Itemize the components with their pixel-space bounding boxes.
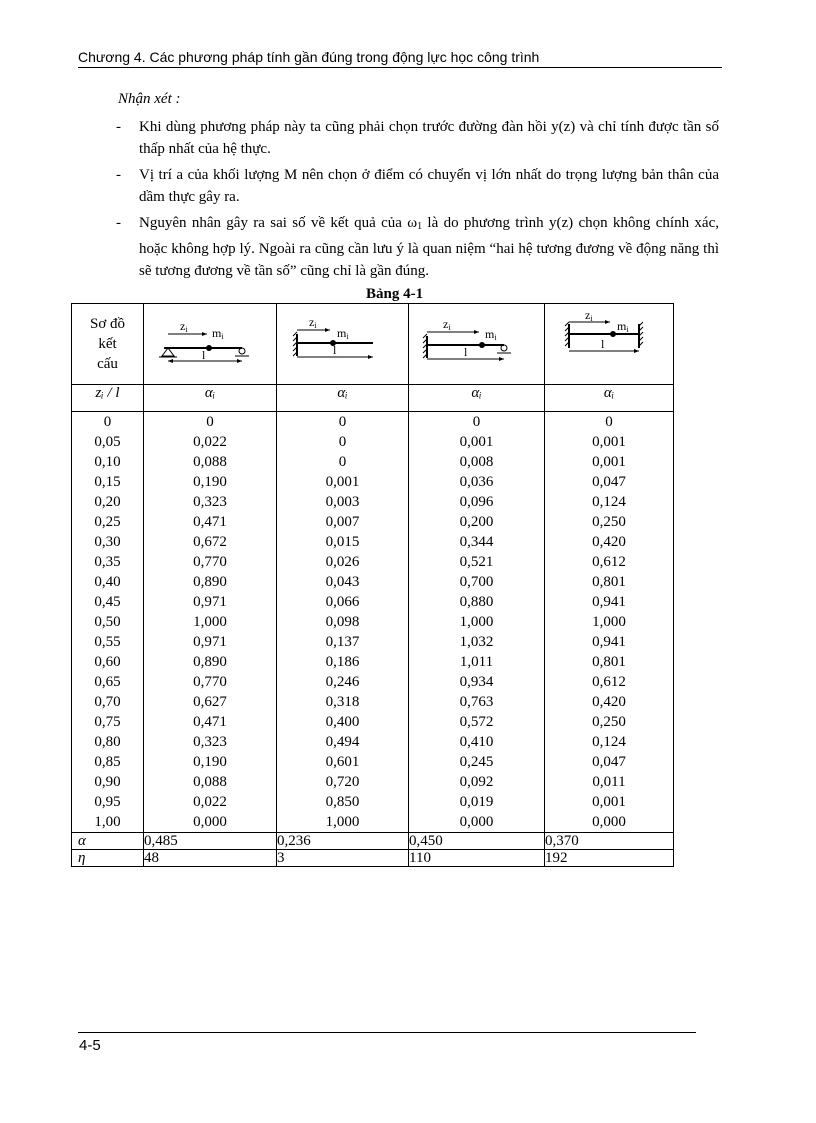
table-cell: 0,200: [459, 514, 494, 530]
table-cell: 0,124: [592, 494, 626, 510]
table-cell: 0,494: [325, 734, 360, 750]
table-cell: 0,45: [94, 594, 121, 610]
table-cell: 0,890: [193, 654, 227, 670]
table-cell: 0,001: [592, 434, 626, 450]
table-cell: 0,124: [592, 734, 626, 750]
values-row: [72, 412, 674, 833]
fixed-pinned-beam-icon: [409, 304, 544, 384]
remark-item-2: [116, 164, 719, 208]
table-cell: 0,019: [459, 794, 494, 810]
bullet-dash: -: [116, 119, 121, 135]
fixed-fixed-beam-icon: [545, 304, 673, 384]
remark-item-3: [116, 212, 719, 282]
table-cell: 0,066: [325, 594, 360, 610]
table-cell: 0,000: [193, 814, 227, 830]
alpha-value: 0,485: [144, 833, 277, 850]
table-cell: 0,65: [94, 674, 121, 690]
table-cell: 0,700: [459, 574, 494, 590]
alpha-symbol: α: [72, 833, 144, 850]
table-cell: 0,05: [94, 434, 121, 450]
footer-rule: [78, 1032, 696, 1033]
m-label: mi: [212, 326, 224, 341]
table-cell: 0,096: [459, 494, 494, 510]
scheme-fixed-pinned: [409, 304, 545, 385]
table-cell: 0,036: [459, 474, 494, 490]
alpha-header: αᵢ: [409, 385, 545, 412]
alpha-value: 0,370: [545, 833, 674, 850]
table-cell: 0,420: [592, 694, 626, 710]
table-cell: 1,00: [94, 814, 121, 830]
cantilever-beam-icon: [277, 304, 408, 384]
table-cell: 0,70: [94, 694, 121, 710]
table-cell: 0,000: [592, 814, 626, 830]
eta-symbol: η: [72, 850, 144, 867]
table-cell: 0,601: [325, 754, 360, 770]
table-cell: 0,85: [94, 754, 121, 770]
table-cell: 0,250: [592, 514, 626, 530]
table-cell: 0,410: [459, 734, 494, 750]
table-cell: 0,25: [94, 514, 121, 530]
scheme-label-line: cấu: [97, 356, 118, 372]
table-cell: 0,008: [459, 454, 494, 470]
table-cell: 0,471: [193, 514, 227, 530]
table-cell: 0: [338, 414, 347, 430]
table-cell: 0,318: [325, 694, 360, 710]
table-cell: 0,186: [325, 654, 360, 670]
table-cell: 0,801: [592, 574, 626, 590]
remark-text: [116, 212, 719, 282]
table-cell: 1,032: [459, 634, 494, 650]
table-cell: 0,022: [193, 434, 227, 450]
alpha-column-1: [144, 412, 277, 833]
remark-text: Khi dùng phương pháp này ta cũng phải chọn trước đường đàn hồi y(z) và chỉ tính được tần số thấp nhất của hệ thực.: [139, 119, 719, 157]
table-cell: 0,344: [459, 534, 494, 550]
table-cell: 0,40: [94, 574, 121, 590]
table-cell: 0: [472, 414, 481, 430]
table-cell: 1,000: [459, 614, 494, 630]
table-cell: 0,15: [94, 474, 121, 490]
table-cell: 0,80: [94, 734, 121, 750]
table-cell: 0,10: [94, 454, 121, 470]
table-cell: 0,612: [592, 554, 626, 570]
remark-text-before: Nguyên nhân gây ra sai số về kết quả của ω: [139, 215, 418, 231]
table-cell: 0,801: [592, 654, 626, 670]
table-title: Bảng 4-1: [366, 286, 424, 302]
alpha-column-4: [545, 412, 674, 833]
remark-text: Vị trí a của khối lượng M nên chọn ở điểm có chuyển vị lớn nhất do trọng lượng bản thân của dầm thực gây ra.: [139, 167, 719, 205]
table-cell: 0,001: [325, 474, 360, 490]
z-label: zi: [585, 308, 593, 323]
eta-summary-row: [72, 850, 674, 867]
table-cell: 0,770: [193, 674, 227, 690]
scheme-label-line: kết: [98, 336, 117, 352]
scheme-simply-supported: [144, 304, 277, 385]
table-cell: 0,323: [193, 494, 227, 510]
table-cell: 1,000: [325, 814, 360, 830]
table-cell: 0,672: [193, 534, 227, 550]
table-cell: 0,250: [592, 714, 626, 730]
table-cell: 1,000: [193, 614, 227, 630]
table-cell: 1,011: [459, 654, 494, 670]
eta-value: 192: [545, 850, 674, 867]
alpha-header: αᵢ: [545, 385, 674, 412]
scheme-cantilever: [277, 304, 409, 385]
table-cell: 0,75: [94, 714, 121, 730]
table-cell: 0,627: [193, 694, 227, 710]
table-cell: 0,001: [592, 794, 626, 810]
z-label: zi: [180, 319, 188, 334]
table-cell: 0,90: [94, 774, 121, 790]
m-label: mi: [485, 327, 497, 342]
table-cell: 0: [103, 414, 112, 430]
scheme-label-cell: [72, 304, 144, 385]
alpha-value: 0,450: [409, 833, 545, 850]
table-cell: 0,003: [325, 494, 360, 510]
table-cell: 0,088: [193, 774, 227, 790]
table-cell: 0,400: [325, 714, 360, 730]
table-cell: 0,098: [325, 614, 360, 630]
table-cell: 0: [206, 414, 214, 430]
table-cell: 0: [338, 454, 347, 470]
table-cell: 0,420: [592, 534, 626, 550]
z-label: zi: [443, 317, 451, 332]
table-cell: 0,011: [592, 774, 626, 790]
simply-supported-beam-icon: [144, 304, 276, 384]
alpha-header: αᵢ: [144, 385, 277, 412]
table-cell: 0,720: [325, 774, 360, 790]
remark-text-after: là do phương trình y(z) chọn không chính xác, hoặc không hợp lý. Ngoài ra cũng cần lưu ý là quan niệm “hai hệ tương đương về động năng thì sẽ tương đương về tần số” cũng chỉ là gần đúng.: [139, 215, 719, 279]
table-cell: 0,088: [193, 454, 227, 470]
remarks-title: Nhận xét :: [118, 91, 181, 107]
z-label: zi: [309, 315, 317, 330]
l-label: l: [601, 337, 605, 351]
table-cell: 0,043: [325, 574, 360, 590]
table-cell: 0,763: [459, 694, 494, 710]
eta-value: 3: [277, 850, 409, 867]
l-label: l: [464, 345, 468, 359]
table-cell: 0,001: [459, 434, 494, 450]
l-label: l: [333, 343, 337, 357]
m-label: mi: [337, 326, 349, 341]
l-label: l: [202, 348, 206, 362]
table-cell: 0,880: [459, 594, 494, 610]
bullet-dash: -: [116, 167, 121, 183]
table-cell: 0,007: [325, 514, 360, 530]
table-cell: 0,30: [94, 534, 121, 550]
scheme-fixed-fixed: [545, 304, 674, 385]
table-cell: 0,971: [193, 634, 227, 650]
table-cell: 0,55: [94, 634, 121, 650]
table-cell: 0,770: [193, 554, 227, 570]
table-cell: 0,047: [592, 754, 626, 770]
table-cell: 0: [605, 414, 613, 430]
table-cell: 0,092: [459, 774, 494, 790]
table-cell: 0,323: [193, 734, 227, 750]
chapter-header: Chương 4. Các phương pháp tính gần đúng trong động lực học công trình: [78, 49, 722, 68]
omega-subscript: 1: [417, 221, 423, 232]
table-cell: 0,047: [592, 474, 626, 490]
table-cell: 0,95: [94, 794, 121, 810]
alpha-column-2: [277, 412, 409, 833]
column-header-row: [72, 385, 674, 412]
table-cell: 0: [338, 434, 347, 450]
page-number: 4-5: [79, 1037, 101, 1054]
table-cell: 0,190: [193, 474, 227, 490]
alpha-summary-row: [72, 833, 674, 850]
table-cell: 0,612: [592, 674, 626, 690]
ratio-column: [72, 412, 144, 833]
alpha-header: αᵢ: [277, 385, 409, 412]
ratio-header: zᵢ / l: [72, 385, 144, 412]
table-cell: 0,20: [94, 494, 121, 510]
table-cell: 0,190: [193, 754, 227, 770]
table-cell: 0,60: [94, 654, 121, 670]
eta-value: 48: [144, 850, 277, 867]
scheme-row: [72, 304, 674, 385]
table-cell: 0,890: [193, 574, 227, 590]
alpha-value: 0,236: [277, 833, 409, 850]
alpha-column-3: [409, 412, 545, 833]
table-cell: 0,001: [592, 454, 626, 470]
table-cell: 0,971: [193, 594, 227, 610]
table-cell: 0,026: [325, 554, 360, 570]
table-cell: 0,572: [459, 714, 494, 730]
table-cell: 0,35: [94, 554, 121, 570]
table-cell: 0,246: [325, 674, 360, 690]
table-cell: 0,137: [325, 634, 360, 650]
table-cell: 0,015: [325, 534, 360, 550]
table-cell: 0,022: [193, 794, 227, 810]
scheme-label-line: Sơ đồ: [89, 316, 126, 332]
table-cell: 0,941: [592, 594, 626, 610]
bullet-dash: -: [116, 215, 121, 231]
table-cell: 0,521: [459, 554, 494, 570]
m-label: mi: [617, 319, 629, 334]
remark-item-1: [116, 116, 719, 160]
eta-value: 110: [409, 850, 545, 867]
table-cell: 0,000: [459, 814, 494, 830]
table-cell: 1,000: [592, 614, 626, 630]
table-cell: 0,941: [592, 634, 626, 650]
table-cell: 0,934: [459, 674, 494, 690]
table-cell: 0,850: [325, 794, 360, 810]
table-cell: 0,50: [94, 614, 121, 630]
frequency-table: [71, 303, 674, 867]
table-cell: 0,245: [459, 754, 494, 770]
table-cell: 0,471: [193, 714, 227, 730]
